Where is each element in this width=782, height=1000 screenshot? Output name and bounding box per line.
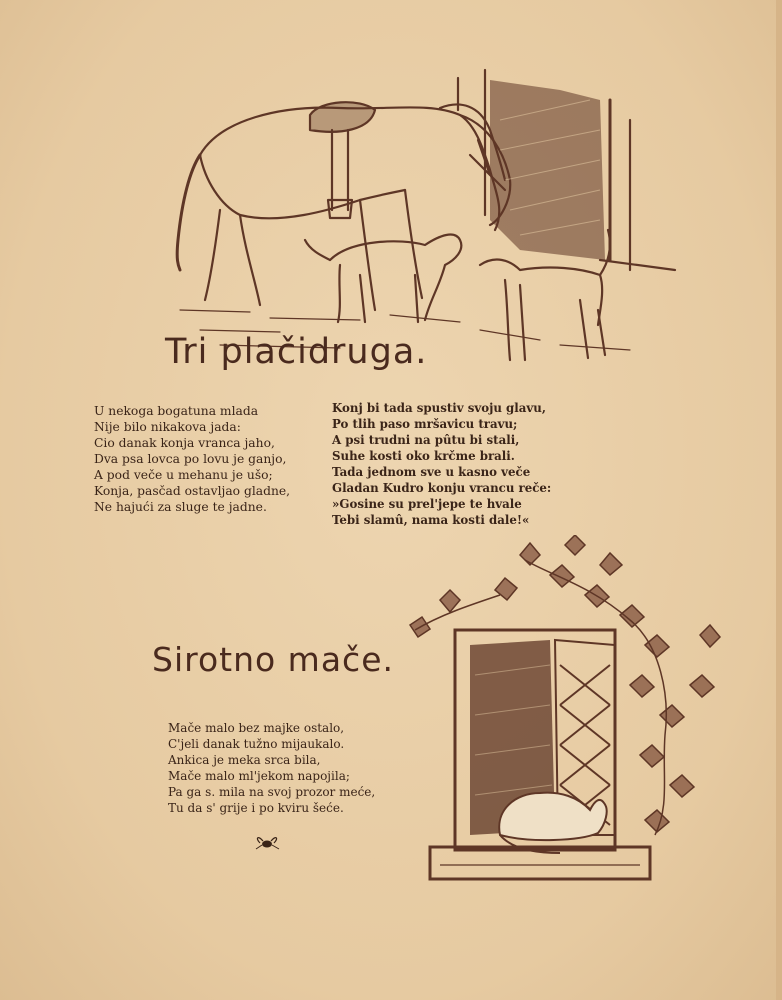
poem-line: Tebi slamû, nama kosti dale!« — [332, 513, 530, 527]
poem-line: Ne hajući za sluge te jadne. — [94, 500, 267, 514]
poem-line: Dva psa lovca po lovu je ganjo, — [94, 452, 287, 466]
poem1-stanza-left — [94, 403, 290, 515]
poem-line: Tada jednom sve u kasno veče — [332, 465, 531, 479]
poem-line: Ankica je meka srca bila, — [168, 753, 321, 767]
poem-line: Pa ga s. mila na svoj prozor meće, — [168, 785, 376, 799]
cat-window-illustration — [400, 535, 740, 915]
poem-line: Konja, pasčad ostavljao gladne, — [94, 484, 291, 498]
poem-line: Konj bi tada spustiv svoju glavu, — [332, 401, 546, 415]
fly-ornament-icon — [252, 832, 282, 854]
poem2-title: Sirotno mače. — [152, 640, 394, 679]
poem-line: Nije bilo nikakova jada: — [94, 420, 241, 434]
poem-line: Gladan Kudro konju vrancu reče: — [332, 481, 552, 495]
poem2-stanza — [168, 720, 375, 816]
poem-line: »Gosine su prel'jepe te hvale — [332, 497, 522, 511]
page-edge — [776, 0, 782, 1000]
poem-line: U nekoga bogatuna mlada — [94, 404, 259, 418]
poem1-stanza-right — [332, 400, 551, 528]
poem-line: Mače malo bez majke ostalo, — [168, 721, 345, 735]
poem-line: Cio danak konja vranca jaho, — [94, 436, 275, 450]
poem1-title: Tri plačidruga. — [165, 332, 428, 372]
poem-line: Suhe kosti oko krčme brali. — [332, 449, 515, 463]
poem-line: C'jeli danak tužno mijaukalo. — [168, 737, 345, 751]
poem-line: Po tlih paso mršavicu travu; — [332, 417, 518, 431]
poem-line: A pod veče u mehanu je ušo; — [94, 468, 273, 482]
poem-line: A psi trudni na pûtu bi stali, — [332, 433, 520, 447]
poem-line: Mače malo ml'jekom napojila; — [168, 769, 350, 783]
poem-line: Tu da s' grije i po kviru šeće. — [168, 801, 344, 815]
